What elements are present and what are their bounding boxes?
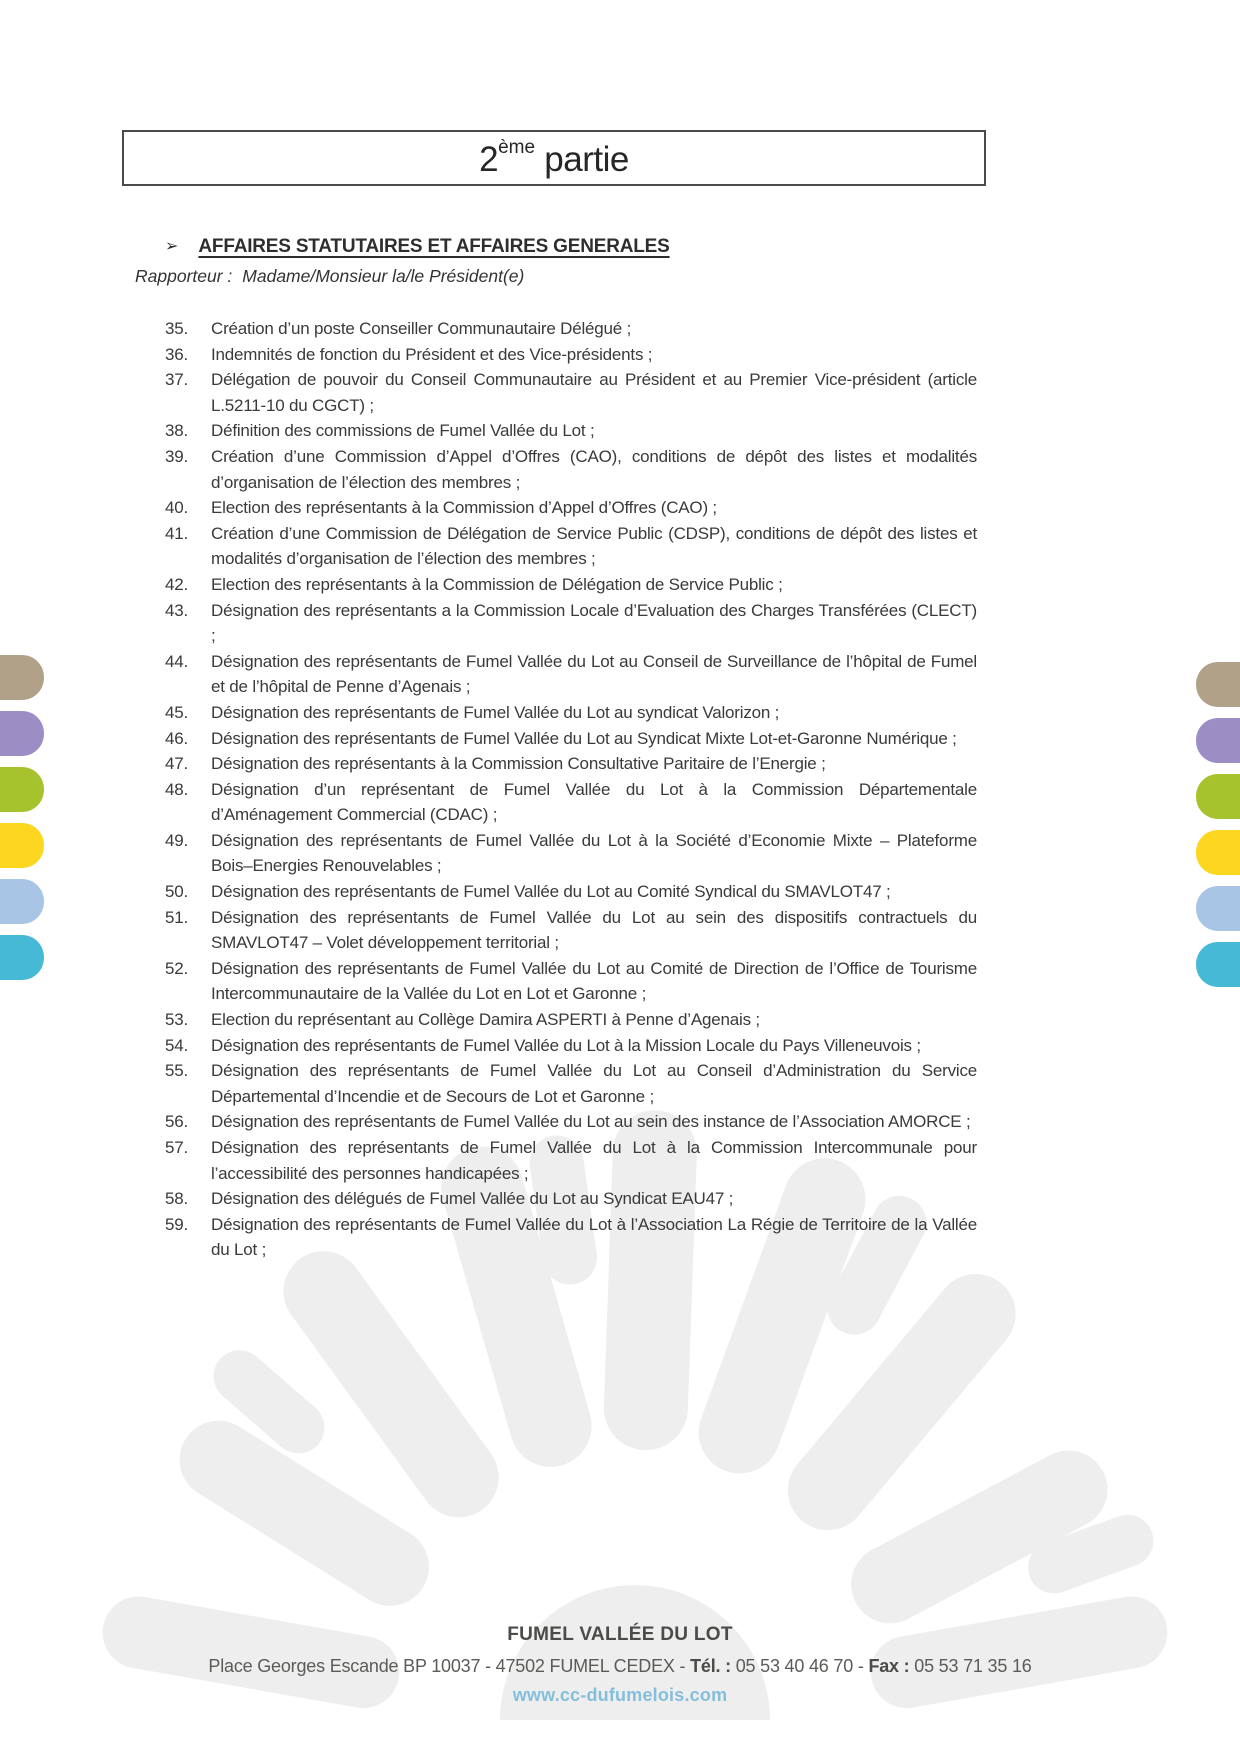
item-text: Définition des commissions de Fumel Vallée du Lot ; (211, 421, 595, 441)
item-number: 51. (165, 907, 189, 927)
item-number: 43. (165, 600, 189, 620)
footer-fax-label: Fax : (868, 1656, 910, 1676)
tab-lightblue (0, 879, 44, 924)
tab-green (0, 767, 44, 812)
item-text: Désignation des représentants de Fumel Vallée du Lot au sein des instance de l’Association AMORCE ; (211, 1112, 971, 1132)
item-number: 50. (165, 882, 189, 902)
agenda-item (165, 1109, 977, 1135)
agenda-item (165, 751, 977, 777)
agenda-item (165, 367, 977, 418)
item-number: 47. (165, 754, 189, 774)
agenda-item (165, 444, 977, 495)
item-text: Désignation des représentants de Fumel Vallée du Lot au Comité Syndical du SMAVLOT47 ; (211, 882, 891, 902)
agenda-item (165, 495, 977, 521)
agenda-item (165, 418, 977, 444)
item-text: Désignation des représentants de Fumel Vallée du Lot à la Mission Locale du Pays Villeneuvois ; (211, 1035, 921, 1055)
item-number: 40. (165, 498, 189, 518)
item-number: 38. (165, 421, 189, 441)
item-number: 59. (165, 1214, 189, 1234)
item-text: Désignation des représentants de Fumel Vallée du Lot au Comité de Direction de l’Office de Tourisme Intercommunautaire de la Vallée du Lot en Lot et Garonne ; (211, 958, 977, 1004)
item-text: Désignation des représentants à la Commission Consultative Paritaire de l’Energie ; (211, 754, 826, 774)
agenda-item (165, 700, 977, 726)
section-heading-text: AFFAIRES STATUTAIRES ET AFFAIRES GENERALES (198, 236, 670, 257)
footer-tel-number: 05 53 40 46 70 (730, 1656, 854, 1676)
item-text: Election du représentant au Collège Damira ASPERTI à Penne d’Agenais ; (211, 1010, 760, 1030)
tab-purple (0, 711, 44, 756)
item-number: 42. (165, 574, 189, 594)
tab-yellow (0, 823, 44, 868)
rapporteur-line (135, 266, 524, 287)
item-number: 36. (165, 344, 189, 364)
item-number: 49. (165, 830, 189, 850)
agenda-item (165, 649, 977, 700)
item-text: Création d’une Commission de Délégation de Service Public (CDSP), conditions de dépôt des listes et modalités d’organisation de l’élection des membres ; (211, 523, 977, 569)
tab-cyan (0, 935, 44, 980)
agenda-item (165, 316, 977, 342)
item-text: Désignation des représentants de Fumel Vallée du Lot à la Commission Intercommunale pour l’accessibilité des personnes handicapées ; (211, 1138, 977, 1183)
agenda-item (165, 726, 977, 752)
item-number: 56. (165, 1112, 189, 1132)
tab-lightblue (1196, 886, 1240, 931)
agenda-item (165, 1007, 977, 1033)
item-text: Désignation des délégués de Fumel Vallée du Lot au Syndicat EAU47 ; (211, 1189, 734, 1209)
section-heading (165, 236, 670, 258)
tab-tan (0, 655, 44, 700)
item-number: 45. (165, 702, 189, 722)
side-tabs-left (0, 655, 44, 980)
footer-fax-number: 05 53 71 35 16 (909, 1656, 1032, 1676)
agenda-item (165, 572, 977, 598)
item-number: 37. (165, 370, 189, 390)
item-number: 58. (165, 1189, 189, 1209)
footer-website-link[interactable]: www.cc-dufumelois.com (512, 1685, 728, 1705)
item-number: 53. (165, 1010, 189, 1030)
footer-address (0, 1656, 1240, 1677)
footer-tel-label: Tél. : (690, 1656, 731, 1676)
agenda-item (165, 1135, 977, 1186)
side-tabs-right (1196, 662, 1240, 987)
item-text: Indemnités de fonction du Président et des Vice-présidents ; (211, 344, 653, 364)
agenda-item (165, 521, 977, 572)
agenda-item (165, 777, 977, 828)
tab-yellow (1196, 830, 1240, 875)
item-number: 48. (165, 779, 189, 799)
item-text: Désignation des représentants de Fumel Vallée du Lot à l’Association La Régie de Territoire de la Vallée du Lot ; (211, 1214, 977, 1260)
agenda-item (165, 879, 977, 905)
part-title (479, 137, 629, 180)
item-number: 39. (165, 446, 189, 466)
agenda-item (165, 1058, 977, 1109)
item-number: 57. (165, 1138, 189, 1157)
item-text: Désignation des représentants de Fumel Vallée du Lot à la Société d’Economie Mixte – Plateforme Bois–Energies Renouvelables ; (211, 830, 977, 876)
item-text: Création d’une Commission d’Appel d’Offres (CAO), conditions de dépôt des listes et modalités d’organisation de l’élection des membres ; (211, 446, 977, 492)
part-ordinal-suffix: ème (498, 136, 536, 158)
item-text: Désignation d’un représentant de Fumel Vallée du Lot à la Commission Départementale d’Aménagement Commercial (CDAC) ; (211, 779, 977, 825)
item-text: Désignation des représentants de Fumel Vallée du Lot au sein des dispositifs contractuels du SMAVLOT47 – Volet développement territorial ; (211, 907, 977, 953)
agenda-item (165, 956, 977, 1007)
tab-cyan (1196, 942, 1240, 987)
item-text: Election des représentants à la Commission de Délégation de Service Public ; (211, 574, 783, 594)
item-text: Création d’un poste Conseiller Communautaire Délégué ; (211, 319, 632, 338)
footer-separator: - (853, 1656, 869, 1676)
item-text: Désignation des représentants de Fumel Vallée du Lot au Conseil d’Administration du Service Départemental d’Incendie et de Secours de Lot et Garonne ; (211, 1061, 977, 1106)
agenda-item (165, 1033, 977, 1059)
item-number: 46. (165, 728, 189, 748)
item-number: 35. (165, 319, 189, 338)
arrow-bullet-icon: ➢ (165, 238, 179, 255)
part-word: partie (535, 139, 629, 179)
agenda-item (165, 598, 977, 649)
agenda-item (165, 1212, 977, 1263)
item-number: 52. (165, 958, 189, 978)
tab-purple (1196, 718, 1240, 763)
item-text: Election des représentants à la Commission d’Appel d’Offres (CAO) ; (211, 498, 717, 518)
item-text: Désignation des représentants de Fumel Vallée du Lot au syndicat Valorizon ; (211, 702, 780, 722)
footer-org-name: FUMEL VALLÉE DU LOT (507, 1624, 733, 1645)
page-footer (0, 1624, 1240, 1706)
item-text: Délégation de pouvoir du Conseil Communautaire au Président et au Premier Vice-président (article L.5211-10 du CGCT) ; (211, 370, 977, 415)
tab-green (1196, 774, 1240, 819)
item-text: Désignation des représentants a la Commission Locale d’Evaluation des Charges Transférées (CLECT) ; (211, 600, 977, 646)
footer-address-text: Place Georges Escande BP 10037 - 47502 FUMEL CEDEX - (208, 1656, 691, 1676)
rapporteur-value: Madame/Monsieur la/le Président(e) (242, 266, 525, 286)
item-number: 41. (165, 523, 189, 543)
tab-tan (1196, 662, 1240, 707)
item-text: Désignation des représentants de Fumel Vallée du Lot au Syndicat Mixte Lot-et-Garonne Numérique ; (211, 728, 957, 748)
part-title-box (122, 130, 986, 186)
agenda-item (165, 905, 977, 956)
item-text: Désignation des représentants de Fumel Vallée du Lot au Conseil de Surveillance de l’hôpital de Fumel et de l’hôpital de Penne d’Agenais ; (211, 651, 977, 697)
agenda-list (165, 316, 977, 1263)
agenda-item (165, 1186, 977, 1212)
item-number: 55. (165, 1061, 189, 1081)
part-number: 2 (479, 139, 499, 179)
item-number: 54. (165, 1035, 189, 1055)
item-number: 44. (165, 651, 189, 671)
rapporteur-label: Rapporteur : (135, 266, 233, 286)
agenda-item (165, 828, 977, 879)
agenda-item (165, 342, 977, 368)
